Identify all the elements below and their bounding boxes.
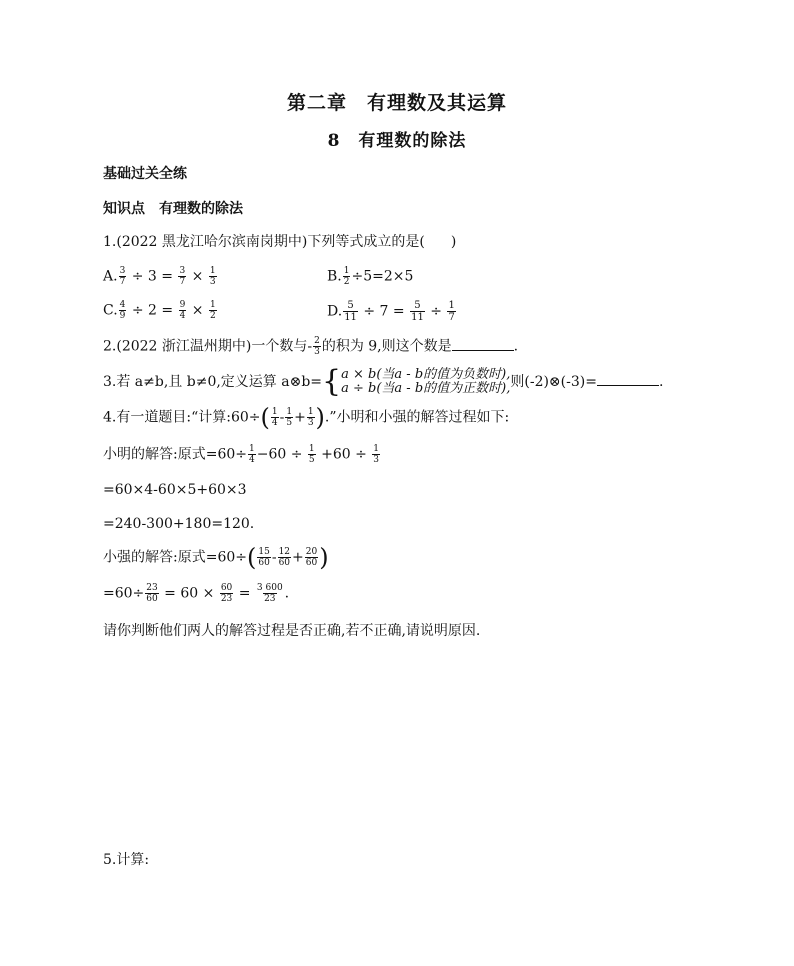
q4-xiaoqiang-step2-prefix: =60÷ [103,585,145,602]
q4-xiaoming-line-3: =240-300+180=120. [103,516,255,532]
q3-brace: { [322,364,342,399]
q1-option-b-tail: ÷5=2×5 [351,268,414,285]
q1-option-c-label: C. [103,302,118,319]
question-1-stem [103,232,456,252]
q1-stem-close: ) [450,234,457,250]
section-heading: 基础过关全练 [103,166,187,182]
q1-option-c: C. $\frac{4}{9}$ ÷ 2 = $\frac{9}{4}$ × $\frac{1}{2}$ [103,300,216,321]
q1-option-d-label: D. [327,303,343,320]
q3-case-2: a ÷ b(当a - b的值为正数时), [341,381,511,396]
question-4-stem: 4.有一道题目:“计算:60÷( $\frac{1}{4}$ - $\frac{1}{5}$ + $\frac{1}{3}$ ).”小明和小强的解答过程如下: [103,403,510,432]
q1-option-b: B. $\frac{1}{2}$ ÷5=2×5 [327,266,414,287]
question-3 [103,364,664,399]
lesson-title: 8 有理数的除法 [327,131,467,151]
q2-middle: 的积为 9,则这个数是 [321,338,452,355]
q3-prefix: 3.若 a≠b,且 b≠0,定义运算 a⊗b= [103,374,323,390]
question-2: 2.(2022 浙江温州期中)一个数与- $\frac{2}{3}$ 的积为 9,则这个数是 . [103,336,519,357]
q1-option-d: D. $\frac{5}{11}$ ÷ 7 = $\frac{5}{11}$ ÷ $\frac{1}{7}$ [327,300,455,323]
q2-prefix: 2.(2022 浙江温州期中)一个数与- [103,338,313,355]
q4-prompt: 请你判断他们两人的解答过程是否正确,若不正确,请说明原因. [103,623,481,639]
knowledge-point-heading: 知识点 有理数的除法 [103,201,243,217]
q4-xiaoming-line-2: =60×4-60×5+60×3 [103,482,247,498]
q3-end: . [658,374,664,390]
q3-case-1: a × b(当a - b的值为负数时), [341,367,511,382]
q1-stem-text: 1.(2022 黑龙江哈尔滨南岗期中)下列等式成立的是( [103,234,425,250]
q4-xiaoqiang-prefix: 小强的解答:原式=60÷ [103,549,247,566]
q4-stem-prefix: 4.有一道题目:“计算:60÷ [103,409,261,426]
q3-suffix: 则(-2)⊗(-3)= [510,374,597,390]
q1-option-a: A. $\frac{3}{7}$ ÷ 3 = $\frac{3}{7}$ × $\frac{1}{3}$ [103,266,216,287]
q4-xiaoqiang-line-1: 小强的解答:原式=60÷( $\frac{15}{60}$ - $\frac{12}{60}$ + $\frac{20}{60}$ ) [103,543,329,572]
q3-cases [341,368,510,396]
q4-xiaoqiang-line-2: =60÷ $\frac{23}{60}$ = 60 × $\frac{60}{23}$ = $\frac{3 600}{23}$ . [103,583,290,604]
q3-answer-blank[interactable] [597,385,659,386]
question-5-stem: 5.计算: [103,852,150,868]
q4-xiaoming-prefix: 小明的解答:原式=60÷ [103,446,247,463]
q1-option-a-label: A. [103,268,118,285]
q4-stem-suffix: .”小明和小强的解答过程如下: [324,409,510,426]
q2-end: . [513,338,519,355]
q2-answer-blank[interactable] [452,350,514,351]
q1-option-b-label: B. [327,268,342,285]
q4-xiaoming-line-1: 小明的解答:原式=60÷ $\frac{1}{4}$ −60 ÷ $\frac{1}{5}$ +60 ÷ $\frac{1}{3}$ [103,444,380,465]
chapter-title: 第二章 有理数及其运算 [286,92,507,114]
